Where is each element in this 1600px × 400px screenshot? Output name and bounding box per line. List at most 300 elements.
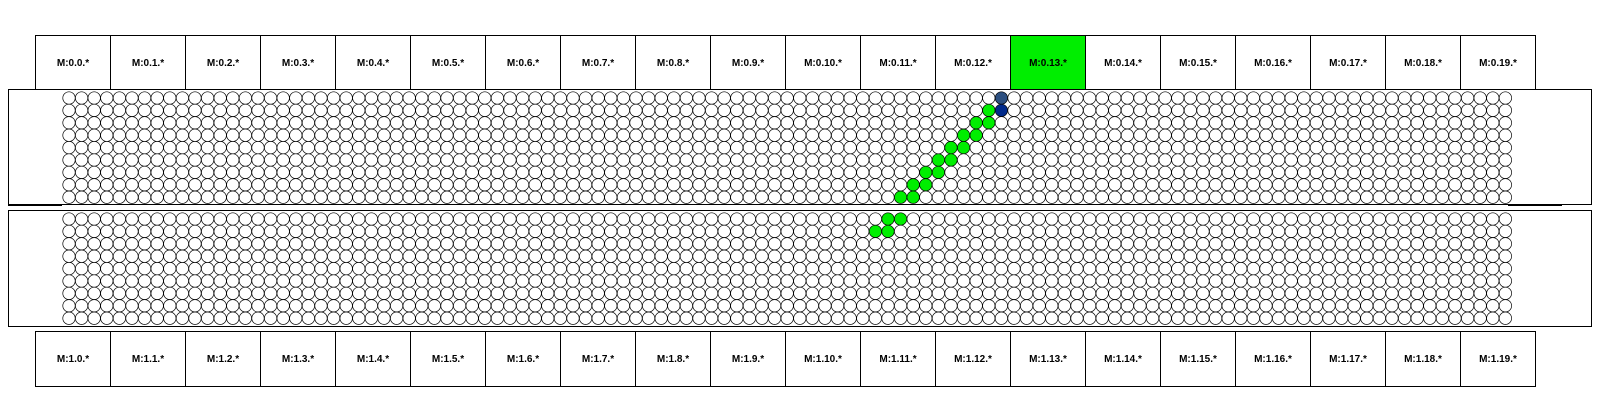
grid-node[interactable] (252, 92, 264, 104)
grid-node[interactable] (416, 166, 428, 178)
grid-node[interactable] (353, 250, 365, 262)
grid-node[interactable] (63, 300, 75, 312)
grid-node[interactable] (1386, 213, 1398, 225)
grid-node[interactable] (844, 312, 856, 324)
grid-node[interactable] (1298, 287, 1310, 299)
grid-node[interactable] (806, 250, 818, 262)
grid-node[interactable] (126, 225, 138, 237)
grid-node[interactable] (126, 141, 138, 153)
grid-node[interactable] (1361, 213, 1373, 225)
grid-node[interactable] (516, 312, 528, 324)
grid-node[interactable] (1386, 179, 1398, 191)
grid-node[interactable] (227, 179, 239, 191)
grid-node[interactable] (1487, 154, 1499, 166)
grid-node[interactable] (1474, 141, 1486, 153)
grid-node[interactable] (668, 225, 680, 237)
grid-node[interactable] (1398, 262, 1410, 274)
grid-node[interactable] (995, 129, 1007, 141)
grid-node[interactable] (819, 179, 831, 191)
grid-node[interactable] (151, 179, 163, 191)
grid-node[interactable] (466, 300, 478, 312)
active-node[interactable] (932, 154, 944, 166)
grid-node[interactable] (1071, 154, 1083, 166)
grid-node[interactable] (63, 179, 75, 191)
grid-node[interactable] (554, 92, 566, 104)
grid-node[interactable] (290, 129, 302, 141)
grid-node[interactable] (1398, 141, 1410, 153)
grid-node[interactable] (907, 250, 919, 262)
grid-node[interactable] (353, 238, 365, 250)
grid-node[interactable] (441, 238, 453, 250)
grid-node[interactable] (201, 141, 213, 153)
grid-node[interactable] (164, 179, 176, 191)
top-module-1[interactable]: M:0.1.* (110, 35, 186, 91)
grid-node[interactable] (441, 191, 453, 203)
grid-node[interactable] (1499, 225, 1511, 237)
grid-node[interactable] (164, 312, 176, 324)
grid-node[interactable] (453, 104, 465, 116)
grid-node[interactable] (617, 117, 629, 129)
grid-node[interactable] (1247, 275, 1259, 287)
grid-node[interactable] (353, 141, 365, 153)
grid-node[interactable] (1335, 104, 1347, 116)
grid-node[interactable] (794, 250, 806, 262)
grid-node[interactable] (1096, 213, 1108, 225)
grid-node[interactable] (957, 250, 969, 262)
grid-node[interactable] (201, 154, 213, 166)
grid-node[interactable] (1033, 262, 1045, 274)
grid-node[interactable] (239, 104, 251, 116)
grid-node[interactable] (970, 191, 982, 203)
grid-node[interactable] (1436, 129, 1448, 141)
grid-node[interactable] (290, 312, 302, 324)
grid-node[interactable] (668, 166, 680, 178)
grid-node[interactable] (1159, 191, 1171, 203)
grid-node[interactable] (995, 117, 1007, 129)
grid-node[interactable] (1487, 213, 1499, 225)
grid-node[interactable] (1436, 213, 1448, 225)
grid-node[interactable] (1083, 213, 1095, 225)
grid-node[interactable] (554, 262, 566, 274)
grid-node[interactable] (668, 250, 680, 262)
grid-node[interactable] (869, 154, 881, 166)
grid-node[interactable] (1159, 92, 1171, 104)
grid-node[interactable] (151, 191, 163, 203)
grid-node[interactable] (1083, 141, 1095, 153)
grid-node[interactable] (63, 213, 75, 225)
grid-node[interactable] (957, 312, 969, 324)
grid-node[interactable] (428, 275, 440, 287)
grid-node[interactable] (1335, 141, 1347, 153)
grid-node[interactable] (277, 117, 289, 129)
grid-node[interactable] (831, 129, 843, 141)
grid-node[interactable] (1235, 238, 1247, 250)
grid-node[interactable] (1209, 129, 1221, 141)
grid-node[interactable] (1260, 141, 1272, 153)
grid-node[interactable] (1121, 213, 1133, 225)
grid-node[interactable] (592, 179, 604, 191)
grid-node[interactable] (1109, 117, 1121, 129)
grid-node[interactable] (630, 262, 642, 274)
grid-node[interactable] (113, 275, 125, 287)
grid-node[interactable] (1285, 117, 1297, 129)
grid-node[interactable] (1071, 225, 1083, 237)
grid-node[interactable] (932, 250, 944, 262)
grid-node[interactable] (794, 129, 806, 141)
grid-node[interactable] (151, 225, 163, 237)
grid-node[interactable] (416, 262, 428, 274)
grid-node[interactable] (138, 300, 150, 312)
grid-node[interactable] (630, 238, 642, 250)
grid-node[interactable] (340, 250, 352, 262)
grid-node[interactable] (164, 166, 176, 178)
grid-node[interactable] (214, 117, 226, 129)
grid-node[interactable] (705, 250, 717, 262)
grid-node[interactable] (1033, 166, 1045, 178)
grid-node[interactable] (1285, 213, 1297, 225)
grid-node[interactable] (970, 312, 982, 324)
grid-node[interactable] (945, 104, 957, 116)
grid-node[interactable] (390, 300, 402, 312)
grid-node[interactable] (1020, 275, 1032, 287)
grid-node[interactable] (1109, 129, 1121, 141)
grid-node[interactable] (655, 213, 667, 225)
grid-node[interactable] (1058, 312, 1070, 324)
active-node[interactable] (869, 225, 881, 237)
grid-node[interactable] (630, 179, 642, 191)
grid-node[interactable] (970, 300, 982, 312)
grid-node[interactable] (479, 92, 491, 104)
grid-node[interactable] (1449, 191, 1461, 203)
grid-node[interactable] (1247, 104, 1259, 116)
grid-node[interactable] (1461, 92, 1473, 104)
grid-node[interactable] (1159, 129, 1171, 141)
grid-node[interactable] (1461, 225, 1473, 237)
grid-node[interactable] (542, 275, 554, 287)
grid-node[interactable] (277, 141, 289, 153)
top-module-13[interactable]: M:0.13.* (1010, 35, 1086, 91)
grid-node[interactable] (1096, 275, 1108, 287)
grid-node[interactable] (491, 191, 503, 203)
grid-node[interactable] (428, 92, 440, 104)
bottom-module-9[interactable]: M:1.9.* (710, 331, 786, 387)
grid-node[interactable] (1449, 225, 1461, 237)
grid-node[interactable] (290, 262, 302, 274)
grid-node[interactable] (327, 213, 339, 225)
grid-node[interactable] (88, 238, 100, 250)
grid-node[interactable] (1134, 166, 1146, 178)
grid-node[interactable] (1449, 250, 1461, 262)
grid-node[interactable] (378, 117, 390, 129)
grid-node[interactable] (1335, 191, 1347, 203)
grid-node[interactable] (630, 250, 642, 262)
grid-node[interactable] (176, 213, 188, 225)
grid-node[interactable] (1424, 117, 1436, 129)
grid-node[interactable] (1260, 166, 1272, 178)
grid-node[interactable] (453, 275, 465, 287)
grid-node[interactable] (1159, 238, 1171, 250)
grid-node[interactable] (479, 191, 491, 203)
grid-node[interactable] (567, 250, 579, 262)
grid-node[interactable] (869, 129, 881, 141)
grid-node[interactable] (1436, 238, 1448, 250)
grid-node[interactable] (605, 225, 617, 237)
grid-node[interactable] (315, 287, 327, 299)
grid-node[interactable] (781, 92, 793, 104)
grid-node[interactable] (327, 300, 339, 312)
grid-node[interactable] (1474, 213, 1486, 225)
grid-node[interactable] (491, 312, 503, 324)
grid-node[interactable] (1461, 141, 1473, 153)
grid-node[interactable] (1260, 179, 1272, 191)
grid-node[interactable] (1184, 117, 1196, 129)
grid-node[interactable] (995, 213, 1007, 225)
grid-node[interactable] (819, 287, 831, 299)
grid-node[interactable] (806, 225, 818, 237)
grid-node[interactable] (1184, 154, 1196, 166)
grid-node[interactable] (63, 191, 75, 203)
grid-node[interactable] (605, 287, 617, 299)
grid-node[interactable] (567, 92, 579, 104)
grid-node[interactable] (453, 300, 465, 312)
grid-node[interactable] (617, 225, 629, 237)
grid-node[interactable] (567, 300, 579, 312)
grid-node[interactable] (113, 300, 125, 312)
grid-node[interactable] (1272, 166, 1284, 178)
grid-node[interactable] (1386, 92, 1398, 104)
grid-node[interactable] (441, 104, 453, 116)
grid-node[interactable] (1298, 141, 1310, 153)
grid-node[interactable] (957, 117, 969, 129)
grid-node[interactable] (88, 275, 100, 287)
grid-node[interactable] (743, 262, 755, 274)
grid-node[interactable] (1298, 250, 1310, 262)
grid-node[interactable] (642, 312, 654, 324)
grid-node[interactable] (340, 238, 352, 250)
grid-node[interactable] (290, 238, 302, 250)
grid-node[interactable] (668, 104, 680, 116)
grid-node[interactable] (1083, 154, 1095, 166)
grid-node[interactable] (214, 238, 226, 250)
grid-node[interactable] (151, 129, 163, 141)
grid-node[interactable] (201, 225, 213, 237)
grid-node[interactable] (1159, 250, 1171, 262)
grid-node[interactable] (1386, 262, 1398, 274)
grid-node[interactable] (189, 225, 201, 237)
grid-node[interactable] (668, 141, 680, 153)
grid-node[interactable] (353, 166, 365, 178)
grid-node[interactable] (579, 312, 591, 324)
grid-node[interactable] (416, 92, 428, 104)
grid-node[interactable] (75, 104, 87, 116)
grid-node[interactable] (718, 141, 730, 153)
top-module-9[interactable]: M:0.9.* (710, 35, 786, 91)
grid-node[interactable] (567, 179, 579, 191)
grid-node[interactable] (907, 225, 919, 237)
grid-node[interactable] (1461, 275, 1473, 287)
grid-node[interactable] (479, 154, 491, 166)
grid-node[interactable] (75, 117, 87, 129)
grid-node[interactable] (189, 262, 201, 274)
grid-node[interactable] (970, 213, 982, 225)
grid-node[interactable] (113, 104, 125, 116)
grid-node[interactable] (252, 104, 264, 116)
grid-node[interactable] (390, 250, 402, 262)
grid-node[interactable] (756, 104, 768, 116)
grid-node[interactable] (277, 166, 289, 178)
grid-node[interactable] (1197, 275, 1209, 287)
grid-node[interactable] (718, 92, 730, 104)
grid-node[interactable] (403, 179, 415, 191)
grid-node[interactable] (894, 312, 906, 324)
grid-node[interactable] (932, 225, 944, 237)
grid-node[interactable] (1046, 238, 1058, 250)
grid-node[interactable] (1323, 225, 1335, 237)
grid-node[interactable] (1058, 225, 1070, 237)
grid-node[interactable] (516, 213, 528, 225)
grid-node[interactable] (390, 312, 402, 324)
grid-node[interactable] (1272, 179, 1284, 191)
grid-node[interactable] (1323, 300, 1335, 312)
top-module-0[interactable]: M:0.0.* (35, 35, 111, 91)
grid-node[interactable] (1424, 300, 1436, 312)
grid-node[interactable] (491, 92, 503, 104)
bottom-module-2[interactable]: M:1.2.* (185, 331, 261, 387)
grid-node[interactable] (1424, 238, 1436, 250)
grid-node[interactable] (88, 179, 100, 191)
grid-node[interactable] (1071, 191, 1083, 203)
grid-node[interactable] (1058, 104, 1070, 116)
grid-node[interactable] (1235, 154, 1247, 166)
grid-node[interactable] (1096, 129, 1108, 141)
grid-node[interactable] (869, 141, 881, 153)
grid-node[interactable] (239, 238, 251, 250)
grid-node[interactable] (995, 225, 1007, 237)
grid-node[interactable] (957, 179, 969, 191)
grid-node[interactable] (655, 166, 667, 178)
grid-node[interactable] (542, 117, 554, 129)
grid-node[interactable] (668, 238, 680, 250)
grid-node[interactable] (1398, 312, 1410, 324)
grid-node[interactable] (1172, 154, 1184, 166)
grid-node[interactable] (1172, 312, 1184, 324)
grid-node[interactable] (126, 117, 138, 129)
grid-node[interactable] (668, 287, 680, 299)
grid-node[interactable] (794, 213, 806, 225)
grid-node[interactable] (1222, 213, 1234, 225)
grid-node[interactable] (869, 287, 881, 299)
grid-node[interactable] (1310, 191, 1322, 203)
grid-node[interactable] (1348, 250, 1360, 262)
grid-node[interactable] (1209, 312, 1221, 324)
grid-node[interactable] (1499, 191, 1511, 203)
grid-node[interactable] (1499, 179, 1511, 191)
grid-node[interactable] (579, 238, 591, 250)
grid-node[interactable] (1235, 129, 1247, 141)
grid-node[interactable] (756, 238, 768, 250)
grid-node[interactable] (693, 225, 705, 237)
grid-node[interactable] (630, 213, 642, 225)
grid-node[interactable] (655, 129, 667, 141)
grid-node[interactable] (1172, 129, 1184, 141)
grid-node[interactable] (227, 129, 239, 141)
grid-node[interactable] (668, 312, 680, 324)
grid-node[interactable] (1071, 117, 1083, 129)
grid-node[interactable] (1487, 166, 1499, 178)
grid-node[interactable] (529, 166, 541, 178)
active-node[interactable] (907, 179, 919, 191)
grid-node[interactable] (1235, 141, 1247, 153)
grid-node[interactable] (554, 213, 566, 225)
grid-node[interactable] (731, 166, 743, 178)
grid-node[interactable] (630, 141, 642, 153)
grid-node[interactable] (441, 312, 453, 324)
grid-node[interactable] (1398, 250, 1410, 262)
grid-node[interactable] (731, 300, 743, 312)
active-node[interactable] (983, 117, 995, 129)
grid-node[interactable] (327, 92, 339, 104)
grid-node[interactable] (516, 92, 528, 104)
grid-node[interactable] (1247, 225, 1259, 237)
grid-node[interactable] (743, 312, 755, 324)
grid-node[interactable] (869, 300, 881, 312)
grid-node[interactable] (214, 300, 226, 312)
grid-node[interactable] (1461, 104, 1473, 116)
grid-node[interactable] (302, 287, 314, 299)
grid-node[interactable] (806, 92, 818, 104)
grid-node[interactable] (1310, 166, 1322, 178)
grid-node[interactable] (479, 141, 491, 153)
grid-node[interactable] (378, 250, 390, 262)
grid-node[interactable] (1046, 275, 1058, 287)
grid-node[interactable] (365, 191, 377, 203)
grid-node[interactable] (630, 275, 642, 287)
grid-node[interactable] (1134, 154, 1146, 166)
grid-node[interactable] (428, 191, 440, 203)
grid-node[interactable] (1310, 104, 1322, 116)
grid-node[interactable] (176, 179, 188, 191)
grid-node[interactable] (378, 179, 390, 191)
grid-node[interactable] (239, 117, 251, 129)
grid-node[interactable] (705, 141, 717, 153)
grid-node[interactable] (1146, 117, 1158, 129)
grid-node[interactable] (441, 213, 453, 225)
grid-node[interactable] (227, 104, 239, 116)
grid-node[interactable] (554, 275, 566, 287)
grid-node[interactable] (768, 300, 780, 312)
grid-node[interactable] (214, 225, 226, 237)
grid-node[interactable] (1134, 287, 1146, 299)
grid-node[interactable] (731, 154, 743, 166)
grid-node[interactable] (831, 92, 843, 104)
grid-node[interactable] (353, 213, 365, 225)
grid-node[interactable] (1121, 262, 1133, 274)
grid-node[interactable] (592, 154, 604, 166)
grid-node[interactable] (164, 104, 176, 116)
grid-node[interactable] (554, 312, 566, 324)
grid-node[interactable] (970, 238, 982, 250)
grid-node[interactable] (264, 154, 276, 166)
grid-node[interactable] (970, 287, 982, 299)
grid-node[interactable] (164, 117, 176, 129)
grid-node[interactable] (378, 238, 390, 250)
grid-node[interactable] (290, 287, 302, 299)
grid-node[interactable] (768, 275, 780, 287)
grid-node[interactable] (1474, 300, 1486, 312)
grid-node[interactable] (516, 262, 528, 274)
grid-node[interactable] (592, 312, 604, 324)
grid-node[interactable] (1058, 262, 1070, 274)
